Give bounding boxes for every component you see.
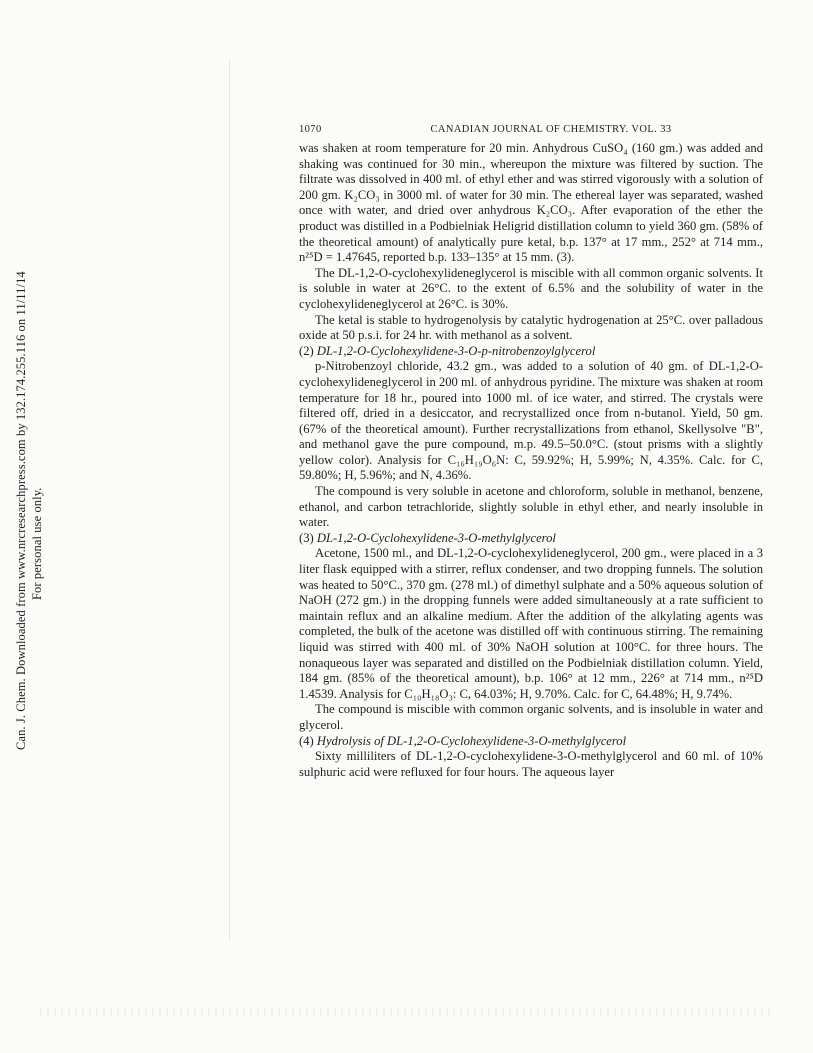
download-notice: Can. J. Chem. Downloaded from www.nrcresearchpress.com by 132.174.255.116 on 11/11/14 [14, 271, 28, 750]
section-title: DL-1,2-O-Cyclohexylidene-3-O-p-nitrobenzoylglycerol [316, 343, 596, 358]
paragraph-nitrobenzoyl-solubility: The compound is very soluble in acetone and chloroform, soluble in methanol, benzene, ethanol, and carbon tetrachloride, slightly soluble in ethyl ether, and nearly insoluble in water. [299, 484, 763, 530]
section-heading-4 [299, 734, 763, 750]
journal-title: CANADIAN JOURNAL OF CHEMISTRY. VOL. 33 [430, 124, 672, 135]
paragraph-nitrobenzoyl-synthesis: p-Nitrobenzoyl chloride, 43.2 gm., was added to a solution of 40 gm. of DL-1,2-O-cyclohexylideneglycerol in 200 ml. of anhydrous pyridine. The mixture was shaken at room temperature for 18 hr., poured into 1000 ml. of ice water, and stirred. The crystals were filtered off, dried in a desiccator, and recrystallized once from n-butanol. Yield, 50 gm. (67% of the theoretical amount). Further recrystallizations from ethanol, Skellysolve "B", and methanol gave the pure compound, m.p. 49.5–50.0°C. (stout prisms with a slightly yellow color). Analysis for C₁₆H₁₉O₆N: C, 59.92%; H, 5.99%; N, 4.35%. Calc. for C, 59.80%; H, 5.96%; and N, 4.36%. [299, 359, 763, 483]
running-head [299, 122, 763, 139]
download-watermark [10, 150, 52, 750]
section-title: Hydrolysis of DL-1,2-O-Cyclohexylidene-3-O-methylglycerol [316, 733, 627, 748]
section-title: DL-1,2-O-Cyclohexylidene-3-O-methylglycerol [316, 530, 556, 545]
personal-use-notice: For personal use only. [30, 487, 44, 600]
paragraph-methylglycerol-synthesis: Acetone, 1500 ml., and DL-1,2-O-cyclohexylideneglycerol, 200 gm., were placed in a 3 liter flask equipped with a stirrer, reflux condenser, and two dropping funnels. The solution was heated to 50°C., 370 gm. (278 ml.) of dimethyl sulphate and a 50% aqueous solution of NaOH (272 gm.) in the dropping funnels were added simultaneously at a rate sufficient to maintain reflux and an alkaline medium. After the addition of the alkylating agents was completed, the bulk of the acetone was distilled off with continuous stirring. The remaining liquid was stirred with 400 ml. of 30% NaOH solution at 100°C. for three hours. The nonaqueous layer was separated and distilled on the Podbielniak distillation column. Yield, 184 gm. (85% of the theoretical amount), b.p. 106° at 12 mm., 226° at 714 mm., n²⁵D 1.4539. Analysis for C₁₀H₁₈O₃: C, 64.03%; H, 9.70%. Calc. for C, 64.48%; H, 9.74%. [299, 546, 763, 701]
scan-fold-line [229, 60, 230, 940]
section-number: (2) [299, 343, 314, 358]
scan-noise [40, 1008, 770, 1016]
journal-page [299, 122, 763, 780]
section-heading-2 [299, 344, 763, 360]
paragraph-hydrolysis: Sixty milliliters of DL-1,2-O-cyclohexylidene-3-O-methylglycerol and 60 ml. of 10% sulphuric acid were refluxed for four hours. The aqueous layer [299, 749, 763, 779]
paragraph-methylglycerol-solubility: The compound is miscible with common organic solvents, and is insoluble in water and glycerol. [299, 702, 763, 732]
paragraph-ketal-stability: The ketal is stable to hydrogenolysis by catalytic hydrogenation at 25°C. over palladous oxide at 50 p.s.i. for 24 hr. with methanol as a solvent. [299, 312, 763, 343]
section-number: (3) [299, 530, 314, 545]
paragraph-ketal-preparation: was shaken at room temperature for 20 min. Anhydrous CuSO₄ (160 gm.) was added and shaking was continued for 30 min., whereupon the mixture was filtered by suction. The filtrate was dissolved in 400 ml. of ethyl ether and was stirred vigorously with a solution of 200 gm. K₂CO₃ in 3000 ml. of water for 30 min. The ethereal layer was separated, washed once with water, and dried over anhydrous K₂CO₃. After evaporation of the ether the product was distilled in a Podbielniak Heligrid distillation column to yield 360 gm. (58% of the theoretical amount) of analytically pure ketal, b.p. 137° at 17 mm., 252° at 714 mm., n²⁵D = 1.47645, reported b.p. 133–135° at 15 mm. (3). [299, 141, 763, 265]
paragraph-ketal-solubility: The DL-1,2-O-cyclohexylideneglycerol is miscible with all common organic solvents. It is soluble in water at 26°C. to the extent of 6.5% and the solubility of water in the cyclohexylideneglycerol at 26°C. is 30%. [299, 265, 763, 311]
section-number: (4) [299, 733, 314, 748]
section-heading-3 [299, 531, 763, 547]
page-number: 1070 [299, 124, 322, 135]
